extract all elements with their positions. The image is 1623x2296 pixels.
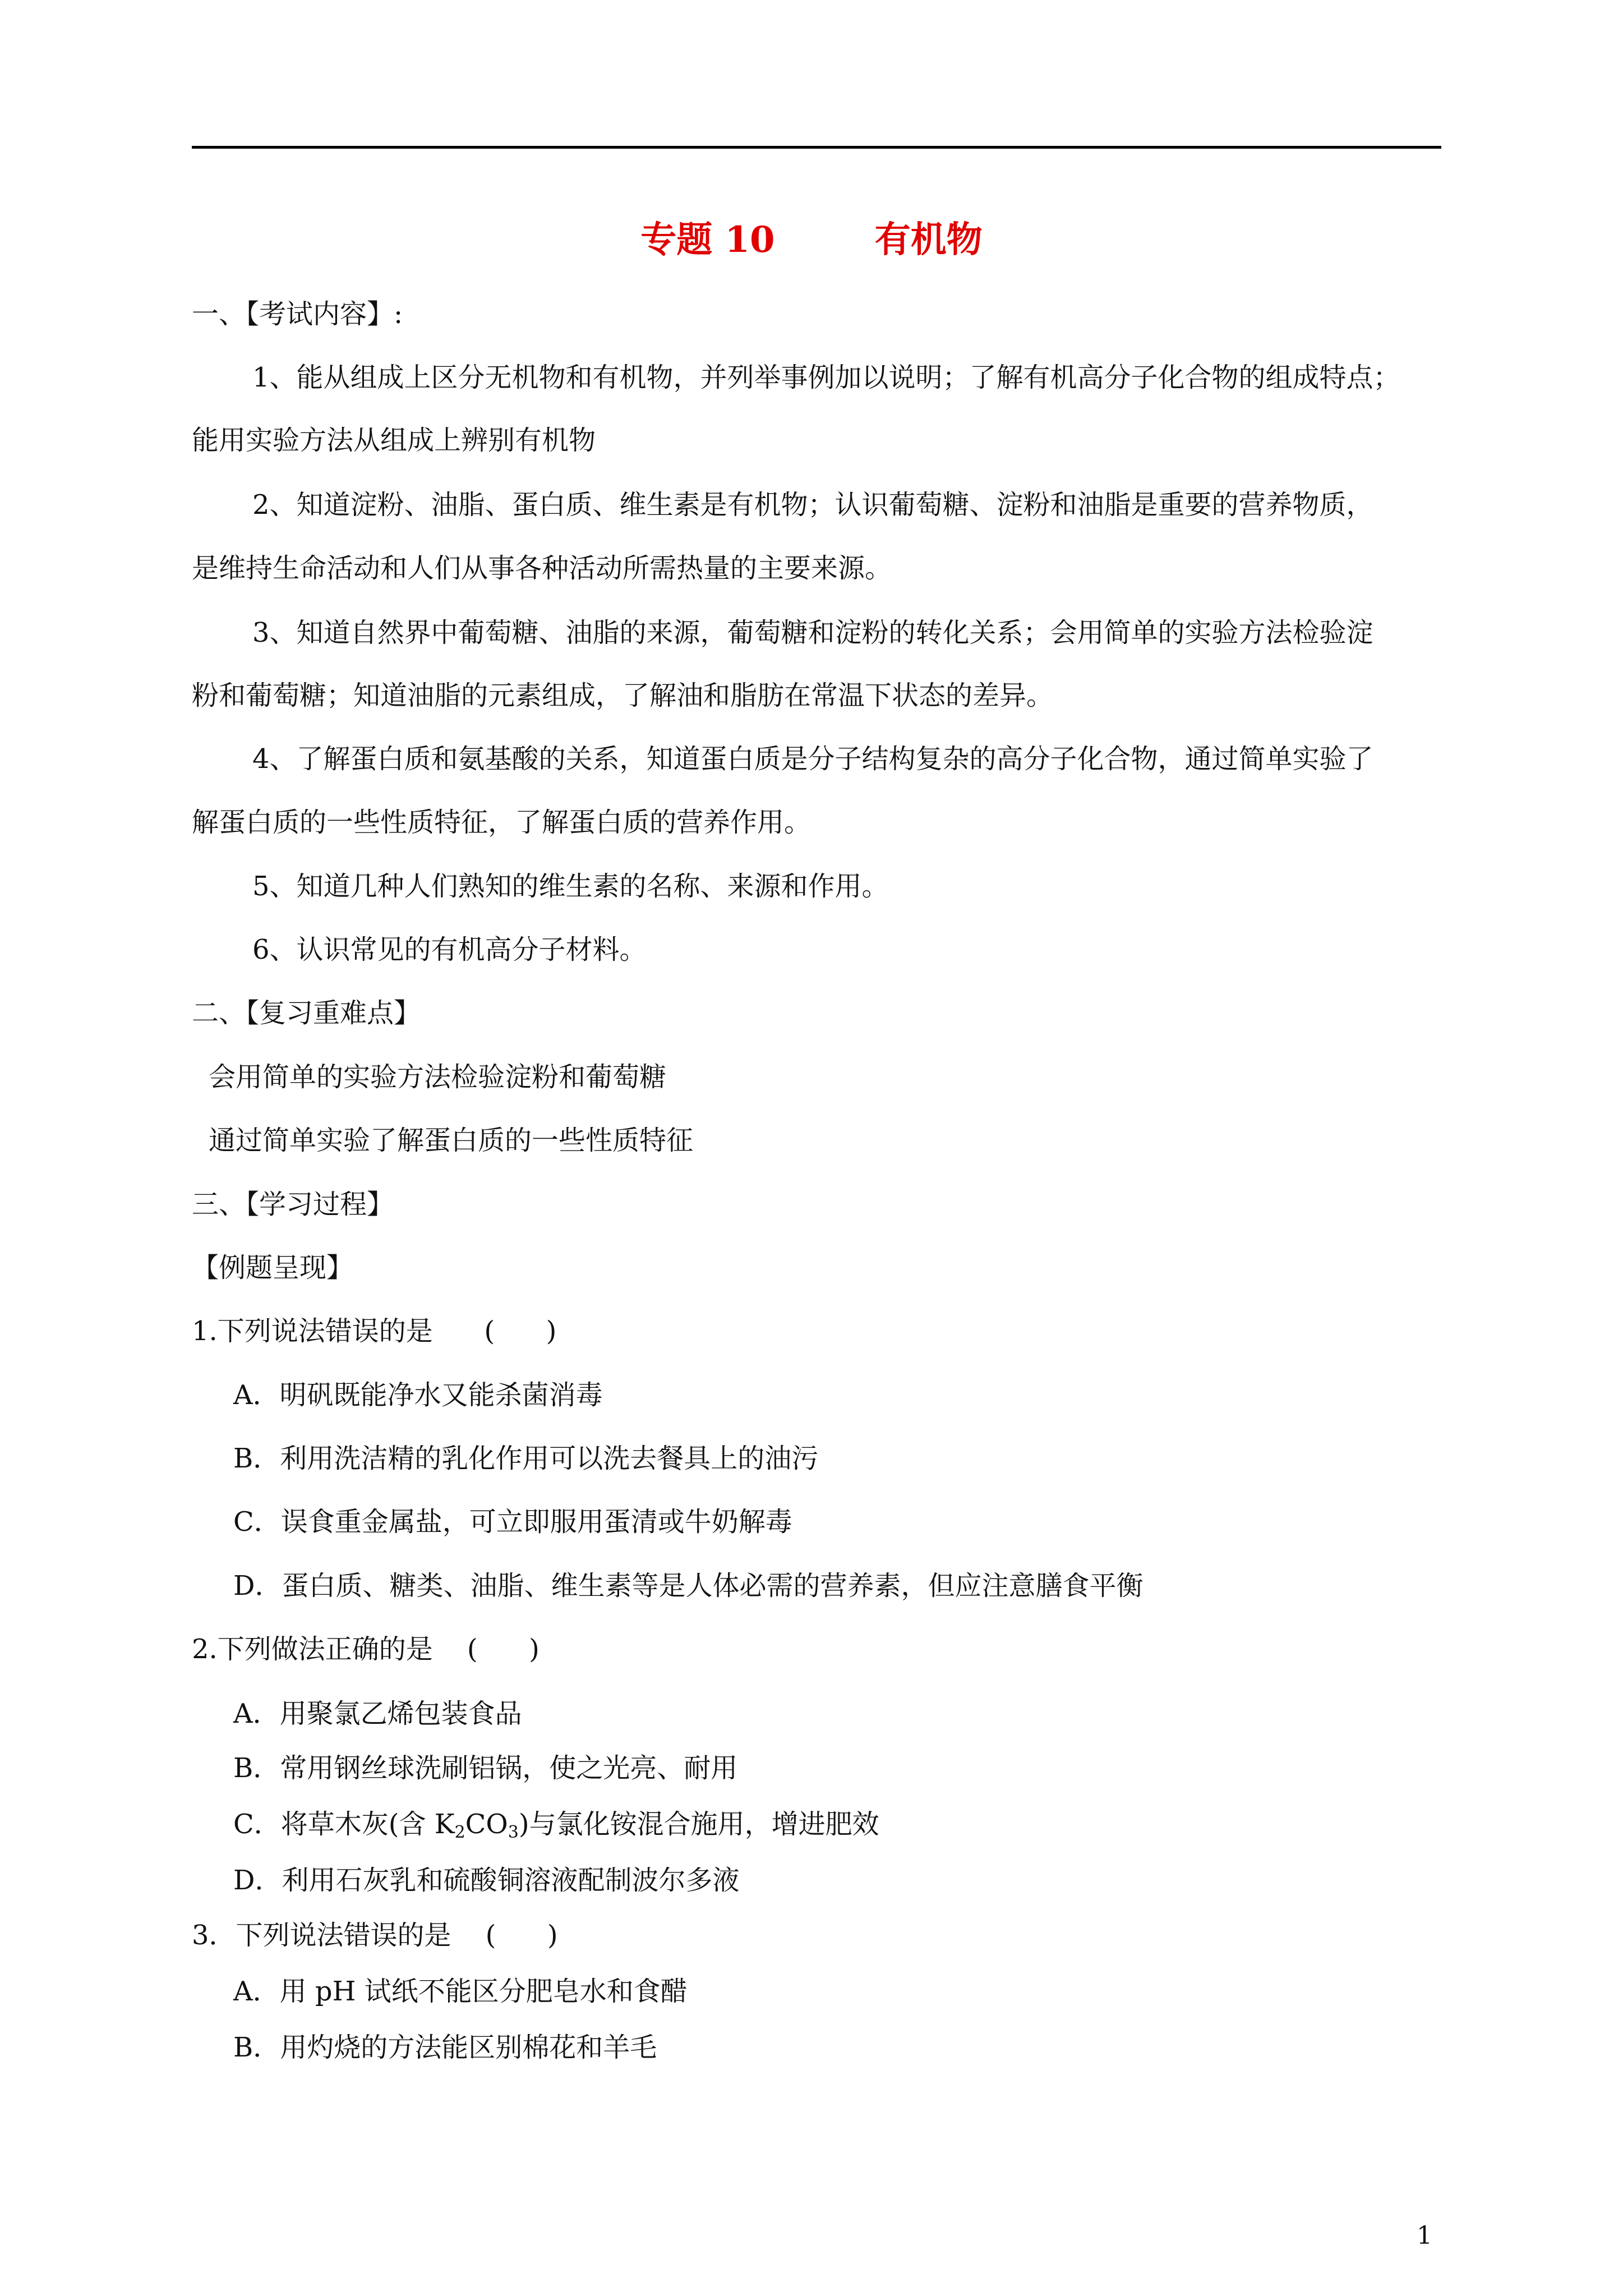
page-number: 1 [1417,2221,1432,2250]
section1-item: 1、能从组成上区分无机物和有机物，并列举事例加以说明；了解有机高分子化合物的组成特点； [252,362,1400,393]
section3-subheading: 【例题呈现】 [192,1252,354,1283]
question-1-option-c: C．误食重金属盐，可立即服用蛋清或牛奶解毒 [233,1506,792,1538]
header-rule [192,146,1441,149]
page-title: 专题 10 有机物 [640,219,983,261]
question-2-option-a: A．用聚氯乙烯包装食品 [233,1698,522,1729]
question-2-stem: 2.下列做法正确的是 ( ) [192,1634,540,1665]
question-2-option-b: B．常用钢丝球洗刷铝锅，使之光亮、耐用 [233,1752,738,1784]
question-3-option-b: B．用灼烧的方法能区别棉花和羊毛 [233,2032,657,2063]
section2-heading: 二、【复习重难点】 [192,997,421,1029]
section1-item: 能用实验方法从组成上辨别有机物 [192,425,596,456]
question-3-option-a: A．用 pH 试纸不能区分肥皂水和食醋 [233,1976,688,2007]
section1-item: 3、知道自然界中葡萄糖、油脂的来源，葡萄糖和淀粉的转化关系；会用简单的实验方法检验淀 [252,617,1373,648]
question-1-option-b: B．利用洗洁精的乳化作用可以洗去餐具上的油污 [233,1443,819,1474]
question-1-option-a: A．明矾既能净水又能杀菌消毒 [233,1379,603,1411]
question-3-stem: 3．下列说法错误的是 ( ) [192,1920,558,1951]
section1-item: 5、知道几种人们熟知的维生素的名称、来源和作用。 [252,871,889,902]
section2-item: 通过简单实验了解蛋白质的一些性质特征 [209,1125,694,1156]
question-2-option-d: D．利用石灰乳和硫酸铜溶液配制波尔多液 [233,1865,740,1896]
chemical-formula: $K_2CO_3$ [434,1809,519,1842]
section1-heading: 一、【考试内容】: [192,298,403,330]
question-1-option-d: D．蛋白质、糖类、油脂、维生素等是人体必需的营养素，但应注意膳食平衡 [233,1570,1144,1602]
question-1-stem: 1.下列说法错误的是 ( ) [192,1315,557,1347]
section1-item: 2、知道淀粉、油脂、蛋白质、维生素是有机物；认识葡萄糖、淀粉和油脂是重要的营养物质， [252,489,1373,521]
section1-item: 是维持生命活动和人们从事各种活动所需热量的主要来源。 [192,553,892,584]
section1-item: 6、认识常见的有机高分子材料。 [252,934,647,965]
section1-item: 4、了解蛋白质和氨基酸的关系，知道蛋白质是分子结构复杂的高分子化合物，通过简单实验了 [252,743,1373,775]
option-c-tail: )与氯化铵混合施用，增进肥效 [518,1809,879,1840]
option-c-prefix: C．将草木灰(含 [233,1809,435,1840]
section2-item: 会用简单的实验方法检验淀粉和葡萄糖 [209,1061,667,1093]
section3-heading: 三、【学习过程】 [192,1189,394,1220]
section1-item: 粉和葡萄糖；知道油脂的元素组成，了解油和脂肪在常温下状态的差异。 [192,680,1054,711]
question-2-option-c [233,1807,879,1849]
section1-item: 解蛋白质的一些性质特征，了解蛋白质的营养作用。 [192,807,811,838]
